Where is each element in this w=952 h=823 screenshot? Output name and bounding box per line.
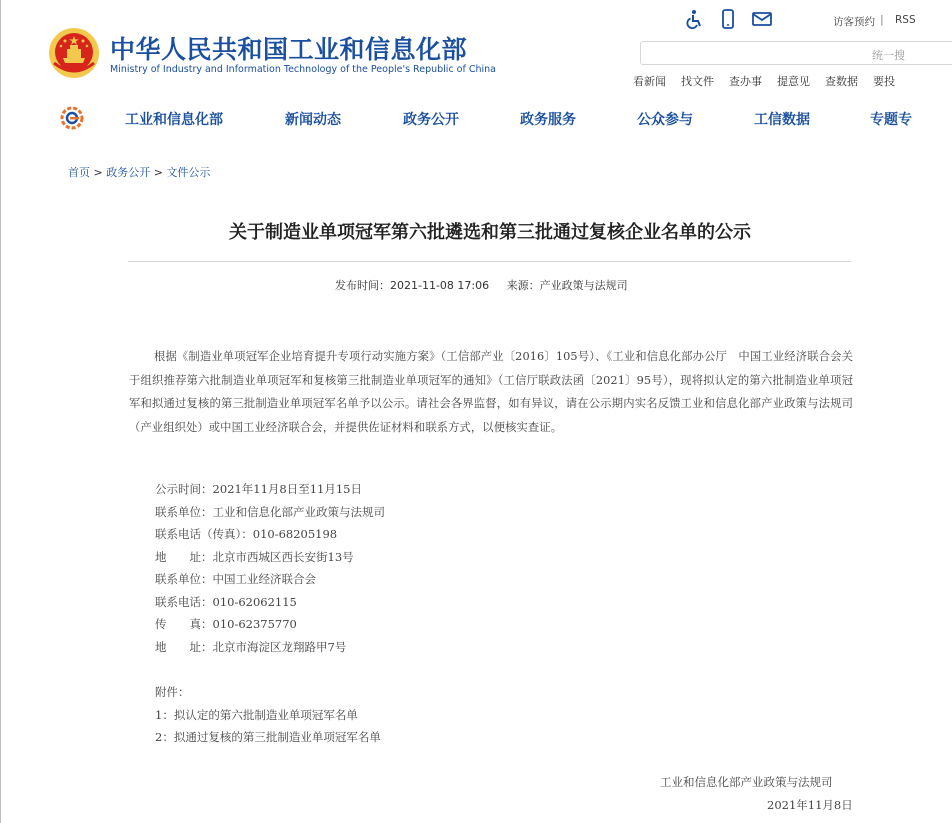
mail-icon[interactable] [752,9,772,29]
quick-link-documents[interactable]: 找文件 [681,75,714,88]
info-line-fax: 传 真：010-62375770 [155,617,297,631]
nav-item-topics[interactable]: 专题专 [870,112,912,128]
miit-logo-icon[interactable] [59,106,85,130]
nav-item-ministry[interactable]: 工业和信息化部 [125,112,223,128]
nav-item-participation[interactable]: 公众参与 [637,112,693,128]
nav-item-data[interactable]: 工信数据 [754,112,810,128]
quick-links [633,73,895,89]
attachment-link-1[interactable]: 1：拟认定的第六批制造业单项冠军名单 [155,708,358,722]
breadcrumb-document-notice[interactable]: 文件公示 [166,166,211,179]
breadcrumb-separator: > [90,166,107,179]
site-header [0,0,952,100]
signature-organization: 工业和信息化部产业政策与法规司 [660,775,833,789]
breadcrumb-home[interactable]: 首页 [68,166,90,179]
nav-item-government-affairs[interactable]: 政务公开 [403,112,459,128]
header-separator: | [880,13,884,26]
nav-item-services[interactable]: 政务服务 [520,112,576,128]
quick-link-feedback[interactable]: 提意见 [777,75,810,88]
main-navigation [0,102,952,132]
article-meta: 发布时间：2021-11-08 17:06 来源：产业政策与法规司 [335,279,628,292]
article-paragraph: 根据《制造业单项冠军企业培育提升专项行动实施方案》（工信部产业〔2016〕105号）、《工业和信息化部办公厅 中国工业经济联合会关于组织推荐第六批制造业单项冠军和复核第三批制造业单项冠军的通知》（工信厅联政法函〔2021〕95号），现将拟认定的第六批制造业单项冠军和拟通过复核的第三批制造业单项冠军名单予以公示。请社会各界监督，如有异议，请在公示期内实名反馈工业和信息化部产业政策与法规司（产业组织处）或中国工业经济联合会，并提供佐证材料和联系方式，以便核实查证。 [129,350,853,434]
article-title: 关于制造业单项冠军第六批遴选和第三批通过复核企业名单的公示 [229,222,751,243]
attachments-label: 附件： [155,685,190,699]
site-title[interactable]: 中华人民共和国工业和信息化部 [110,35,468,64]
visitor-appointment-link[interactable]: 访客预约 [833,16,875,28]
info-line-period: 公示时间：2021年11月8日至11月15日 [155,482,362,496]
accessibility-icon[interactable] [684,9,704,29]
title-divider [128,261,851,262]
mobile-icon[interactable] [718,9,738,29]
nav-item-news[interactable]: 新闻动态 [285,112,341,128]
info-line-address: 地 址：北京市西城区西长安街13号 [155,550,354,564]
breadcrumb-government-affairs[interactable]: 政务公开 [106,166,151,179]
national-emblem-icon[interactable] [48,27,100,79]
attachment-link-2[interactable]: 2：拟通过复核的第三批制造业单项冠军名单 [155,730,381,744]
info-line-contact-unit: 联系单位：工业和信息化部产业政策与法规司 [155,505,385,519]
site-title-english[interactable]: Ministry of Industry and Information Technology of the People's Republic of China [110,64,496,75]
info-line-contact-unit-2: 联系单位：中国工业经济联合会 [155,572,316,586]
breadcrumb [68,164,210,180]
signature-date: 2021年11月8日 [767,798,853,812]
info-line-address-2: 地 址：北京市海淀区龙翔路甲7号 [155,640,347,654]
quick-link-complaint[interactable]: 要投 [873,75,895,88]
quick-link-data[interactable]: 查数据 [825,75,858,88]
rss-link[interactable]: RSS [895,14,916,26]
info-line-phone: 联系电话：010-62062115 [155,595,297,609]
utility-icons [684,9,772,29]
search-input[interactable] [640,41,952,65]
info-line-phone-fax: 联系电话（传真）：010-68205198 [155,527,338,541]
quick-link-news[interactable]: 看新闻 [633,75,666,88]
quick-link-services[interactable]: 查办事 [729,75,762,88]
breadcrumb-separator: > [150,166,167,179]
search-button[interactable]: 统一搜 [872,49,905,62]
